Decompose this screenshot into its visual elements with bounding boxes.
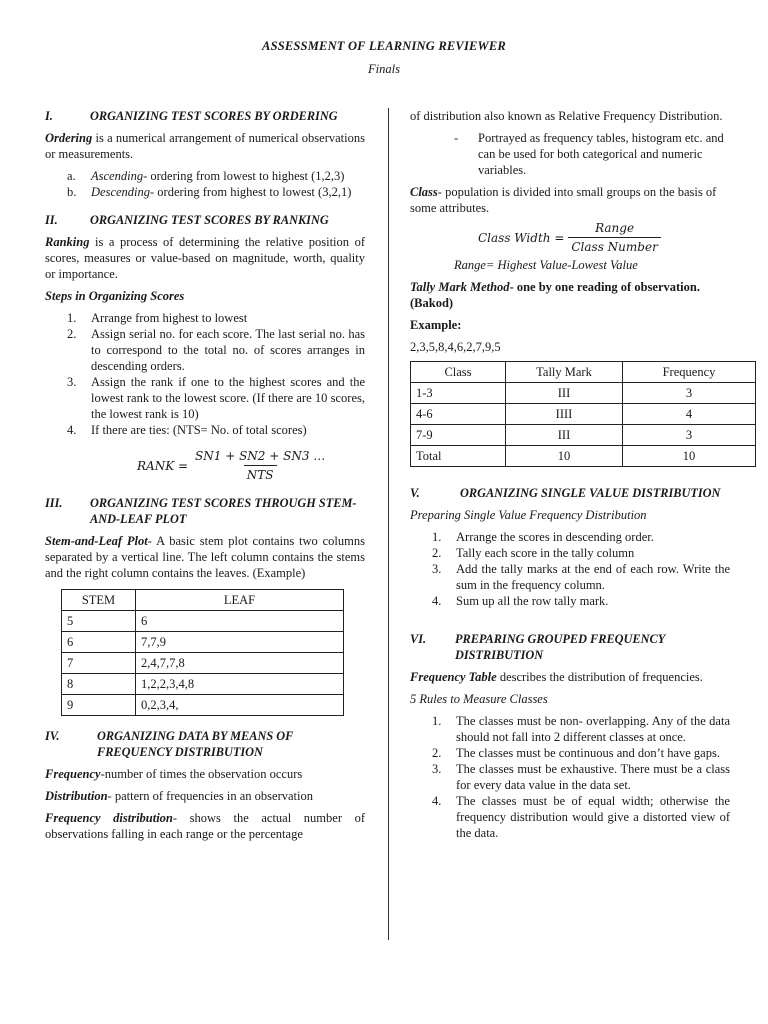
formula-numerator: SN1 + SN2 + SN3 …	[195, 449, 326, 463]
column-header: LEAF	[136, 590, 344, 611]
section-number: III.	[45, 496, 63, 510]
section-title: PREPARING GROUPED FREQUENCY DISTRIBUTION	[455, 632, 665, 662]
formula-numerator: Range	[595, 221, 635, 235]
definition-text: is a numerical arrangement of numerical observations or measurements.	[45, 131, 365, 161]
class-rules-list	[432, 713, 730, 841]
rank-formula	[137, 448, 365, 483]
table-header-row	[62, 590, 344, 611]
list-item: 3. Assign the rank if one to the highest scores and the lowest rank to the lowest score. (If there are 10 scores, the lowest rank is 10)	[67, 375, 365, 421]
formula-denominator: Class Number	[568, 237, 660, 255]
right-column	[410, 108, 730, 841]
section-heading-stem-leaf	[45, 495, 365, 527]
list-item: 3. Add the tally marks at the end of each row. Write the sum in the frequency column.	[432, 562, 730, 592]
ranking-definition	[45, 234, 365, 282]
list-item: 4. If there are ties: (NTS= No. of total scores)	[67, 423, 307, 437]
range-formula: Range= Highest Value-Lowest Value	[454, 258, 638, 272]
table-row: 7-9 III 3	[411, 425, 756, 446]
frequency-distribution-definition: Frequency distribution- shows the actual number of observations falling in each range or the percentage	[45, 811, 365, 841]
term-ordering: Ordering	[45, 131, 93, 145]
section-number: I.	[45, 109, 53, 123]
tally-table	[410, 361, 756, 467]
example-data: 2,3,5,8,4,6,2,7,9,5	[410, 340, 501, 354]
column-divider	[388, 108, 389, 940]
tally-definition: Tally Mark Method- one by one reading of observation. (Bakod)	[410, 280, 700, 310]
section-heading-ordering	[45, 108, 365, 124]
list-item: 1. Arrange from highest to lowest	[67, 311, 248, 325]
left-column	[45, 108, 365, 842]
list-item: 2. Assign serial no. for each score. The last serial no. has to correspond to the total no. of scores arranges in descending orders.	[67, 327, 365, 373]
column-header: Class	[411, 362, 506, 383]
definition-text: - A basic stem plot contains two columns separated by a vertical line. The left column contains the stems and the right column contains the leaves. (Example)	[45, 534, 365, 580]
section-title: ORGANIZING TEST SCORES THROUGH STEM-AND-LEAF PLOT	[90, 496, 357, 526]
table-row: Total 10 10	[411, 446, 756, 467]
class-definition: Class- population is divided into small groups on the basis of some attributes.	[410, 185, 717, 215]
frequency-table-definition: Frequency Table describes the distribution of frequencies.	[410, 670, 703, 684]
formula-fraction	[192, 448, 328, 483]
steps-heading: Steps in Organizing Scores	[45, 289, 185, 303]
ranking-steps-list	[67, 310, 365, 438]
section-number: IV.	[45, 729, 60, 743]
continuation-text: of distribution also known as Relative Frequency Distribution.	[410, 109, 723, 123]
table-row: 8 1,2,2,3,4,8	[62, 674, 344, 695]
table-header-row	[411, 362, 756, 383]
section-title: ORGANIZING SINGLE VALUE DISTRIBUTION	[460, 486, 721, 500]
definition-text: is a process of determining the relative position of scores, measures or value-based on magnitude, worth, quality or importance.	[45, 235, 365, 281]
list-item: 2. The classes must be continuous and don’t have gaps.	[432, 746, 720, 760]
ordering-definition	[45, 130, 365, 162]
section-title: ORGANIZING TEST SCORES BY ORDERING	[90, 109, 338, 123]
formula-denominator: NTS	[244, 465, 277, 483]
single-value-subheading: Preparing Single Value Frequency Distribution	[410, 508, 647, 522]
document-title: ASSESSMENT OF LEARNING REVIEWER	[262, 39, 506, 53]
list-item: 1. The classes must be non- overlapping. Any of the data should not fall into 2 different classes at once.	[432, 714, 730, 744]
list-item: b. Descending- ordering from highest to lowest (3,2,1)	[67, 185, 352, 199]
list-item: 3. The classes must be exhaustive. There must be a class for every data value in the data set.	[432, 762, 730, 792]
term-ranking: Ranking	[45, 235, 90, 249]
section-title: ORGANIZING DATA BY MEANS OF FREQUENCY DISTRIBUTION	[97, 729, 294, 759]
section-heading-grouped-frequency	[410, 631, 730, 663]
table-row: 6 7,7,9	[62, 632, 344, 653]
table-row: 5 6	[62, 611, 344, 632]
table-row: 1-3 III 3	[411, 383, 756, 404]
column-header: STEM	[62, 590, 136, 611]
column-header: Frequency	[623, 362, 756, 383]
formula-lhs: Class Width =	[478, 230, 565, 245]
list-item: 4. The classes must be of equal width; otherwise the frequency distribution would give a distorted view of the data.	[432, 794, 730, 840]
table-row: 7 2,4,7,7,8	[62, 653, 344, 674]
single-value-steps-list	[432, 529, 730, 609]
list-item: 4. Sum up all the row tally mark.	[432, 594, 609, 608]
table-row: 9 0,2,3,4,	[62, 695, 344, 716]
stem-leaf-definition	[45, 533, 365, 581]
section-heading-ranking	[45, 212, 365, 228]
document-subtitle: Finals	[368, 62, 400, 76]
formula-fraction	[568, 220, 660, 255]
section-number: II.	[45, 213, 58, 227]
formula-lhs: RANK =	[137, 458, 189, 473]
dash-list-item: - Portrayed as frequency tables, histogram etc. and can be used for both categorical and numeric variables.	[454, 131, 724, 177]
table-row: 4-6 IIII 4	[411, 404, 756, 425]
ordering-types-list	[67, 168, 365, 200]
section-title: ORGANIZING TEST SCORES BY RANKING	[90, 213, 329, 227]
list-item: a. Ascending- ordering from lowest to highest (1,2,3)	[67, 169, 345, 183]
section-heading-frequency-distribution	[45, 728, 365, 760]
term-stem-leaf: Stem-and-Leaf Plot	[45, 534, 148, 548]
frequency-definition: Frequency-number of times the observation occurs	[45, 767, 303, 781]
distribution-definition: Distribution- pattern of frequencies in an observation	[45, 789, 314, 803]
rules-heading: 5 Rules to Measure Classes	[410, 692, 548, 706]
column-header: Tally Mark	[506, 362, 623, 383]
list-item: 1. Arrange the scores in descending order.	[432, 530, 654, 544]
stem-leaf-table	[61, 589, 344, 716]
class-width-formula	[478, 220, 730, 255]
list-item: 2. Tally each score in the tally column	[432, 546, 635, 560]
section-number: VI.	[410, 632, 427, 646]
section-heading-single-value	[410, 485, 730, 501]
section-number: V.	[410, 486, 420, 500]
example-label: Example:	[410, 318, 462, 332]
